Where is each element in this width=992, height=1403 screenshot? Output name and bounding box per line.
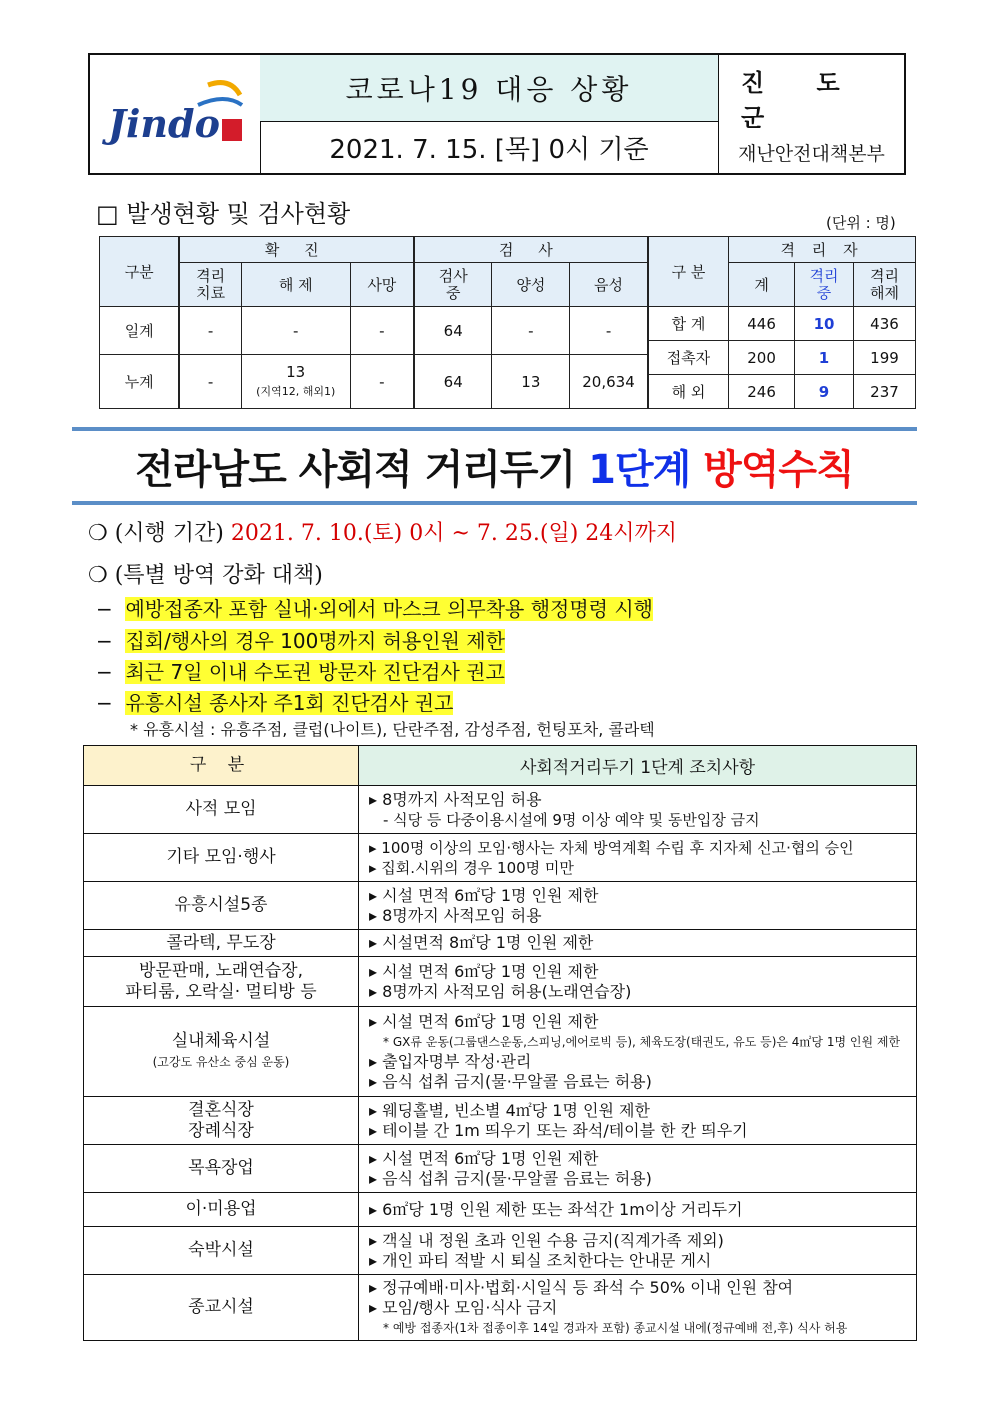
- cum-released: 13: [286, 362, 306, 381]
- rule-category: 숙박시설: [84, 1227, 359, 1275]
- rule-details: [359, 1145, 917, 1193]
- rule-note: - 식당 등 다중이용시설에 9명 이상 예약 및 동반입장 금지: [383, 810, 760, 829]
- rule-line: ▸ 시설면적 8㎡당 1명 인원 제한: [369, 933, 594, 952]
- rule-line: ▸ 객실 내 정원 초과 인원 수용 금지(직계가족 제외): [369, 1230, 724, 1250]
- rules-header-category: 구 분: [84, 746, 359, 786]
- header-test: 검 사: [414, 237, 648, 263]
- measure-item: [96, 625, 505, 654]
- measure-text: 예방접종자 포함 실내·외에서 마스크 의무착용 행정명령 시행: [125, 597, 653, 621]
- rule-details: [359, 1193, 917, 1227]
- daily-released: -: [241, 307, 350, 355]
- rule-line: ▸ 100명 이상의 모임·행사는 자체 방역계획 수립 후 지자체 신고·협의 승인: [369, 838, 854, 857]
- measure-item: [96, 593, 653, 622]
- rule-details: [359, 1275, 917, 1341]
- header-total: 계: [729, 263, 795, 307]
- rule-line: ▸ 시설 면적 6㎡당 1명 인원 제한: [369, 1148, 599, 1168]
- page-title: 코로나19 대응 상황: [260, 55, 718, 122]
- row-cumulative-label: 누계: [100, 355, 180, 409]
- rule-line: ▸ 8명까지 사적모임 허용: [369, 905, 542, 925]
- rule-category: 실내체육시설: [171, 1030, 271, 1051]
- main-title-rules: 방역수칙: [690, 447, 854, 493]
- header-category: 구분: [100, 237, 180, 307]
- entertainment-footnote: * 유흥시설 : 유흥주점, 클럽(나이트), 단란주점, 감성주점, 헌팅포차, 콜라텍: [130, 720, 655, 739]
- rule-category: 콜라텍, 무도장: [84, 930, 359, 957]
- rule-line: ▸ 출입자명부 작성·관리: [369, 1051, 532, 1071]
- cum-deaths: -: [350, 355, 414, 409]
- q-overseas-label: 해 외: [648, 375, 729, 409]
- header-treating: 격리 치료: [179, 263, 241, 307]
- rule-category: 기타 모임·행사: [84, 834, 359, 882]
- measure-dash: −: [96, 597, 113, 621]
- main-title: [72, 438, 917, 495]
- rule-line: ▸ 시설 면적 6㎡당 1명 인원 제한: [369, 885, 599, 905]
- org-name: 진 도 군: [741, 67, 862, 132]
- unit-label: (단위 : 명): [826, 214, 896, 232]
- measure-item: [96, 687, 453, 716]
- rules-table: [83, 745, 917, 1341]
- q-total-label: 합 계: [648, 307, 729, 341]
- rule-line: ▸ 음식 섭취 금지(물·무알콜 음료는 허용): [369, 1168, 652, 1188]
- measure-text: 유흥시설 종사자 주1회 진단검사 권고: [125, 691, 454, 715]
- main-title-level: 1단계: [588, 447, 691, 493]
- rule-details: [359, 786, 917, 834]
- q-contact-total: 200: [729, 341, 795, 375]
- cum-positive: 13: [492, 355, 570, 409]
- q-overseas-in: 9: [795, 375, 854, 409]
- header-positive: 양성: [492, 263, 570, 307]
- header-testing: 검사 중: [414, 263, 492, 307]
- q-contact-released: 199: [853, 341, 915, 375]
- header-in-quarantine: 격리 중: [795, 263, 854, 307]
- period-value: 2021. 7. 10.(토) 0시 ~ 7. 25.(일) 24시까지: [230, 521, 678, 546]
- rule-details: [359, 1007, 917, 1097]
- rule-category-sub: (고강도 유산소 중심 운동): [152, 1054, 290, 1069]
- measure-dash: −: [96, 660, 113, 684]
- stats-section-title: □ 발생현황 및 검사현황: [96, 200, 351, 228]
- rule-category: 이·미용업: [84, 1193, 359, 1227]
- rule-category: 목욕장업: [84, 1145, 359, 1193]
- daily-deaths: -: [350, 307, 414, 355]
- rule-category-cell: [84, 1007, 359, 1097]
- jindo-logo: [90, 55, 261, 173]
- rule-line: ▸ 집회.시위의 경우 100명 미만: [369, 858, 574, 877]
- rule-line: ▸ 개인 파티 적발 시 퇴실 조치한다는 안내문 게시: [369, 1250, 712, 1270]
- rule-details: [359, 882, 917, 930]
- org-department: 재난안전대책본부: [738, 142, 885, 165]
- q-overseas-released: 237: [853, 375, 915, 409]
- rule-line: ▸ 음식 섭취 금지(물·무알콜 음료는 허용): [369, 1071, 652, 1091]
- rule-category: 결혼식장 장례식장: [84, 1097, 359, 1145]
- rule-category: 유흥시설5종: [84, 882, 359, 930]
- main-title-part1: 전라남도 사회적 거리두기: [135, 447, 589, 493]
- cum-testing: 64: [414, 355, 492, 409]
- header-confirmed: 확 진: [179, 237, 414, 263]
- rule-category: 방문판매, 노래연습장, 파티룸, 오락실· 멀티방 등: [84, 957, 359, 1007]
- rule-line: ▸ 테이블 간 1m 띄우기 또는 좌석/테이블 한 칸 띄우기: [369, 1120, 748, 1140]
- q-contact-label: 접촉자: [648, 341, 729, 375]
- daily-testing: 64: [414, 307, 492, 355]
- row-daily-label: 일계: [100, 307, 180, 355]
- rule-line: ▸ 시설 면적 6㎡당 1명 인원 제한: [369, 961, 599, 981]
- rule-details: [359, 957, 917, 1007]
- q-contact-in: 1: [795, 341, 854, 375]
- daily-treating: -: [179, 307, 241, 355]
- rule-category: 사적 모임: [84, 786, 359, 834]
- q-total-released: 436: [853, 307, 915, 341]
- measure-text: 최근 7일 이내 수도권 방문자 진단검사 권고: [125, 660, 505, 684]
- rule-line: ▸ 시설 면적 6㎡당 1명 인원 제한: [369, 1011, 599, 1031]
- rule-line: ▸ 정규예배·미사·법회·시일식 등 좌석 수 50% 이내 인원 참여: [369, 1277, 794, 1297]
- rule-details: [359, 930, 917, 957]
- rule-line: ▸ 6㎡당 1명 인원 제한 또는 좌석간 1m이상 거리두기: [369, 1199, 743, 1219]
- divider-bottom: [72, 501, 917, 505]
- rule-details: [359, 1097, 917, 1145]
- measure-item: [96, 656, 505, 685]
- cum-released-cell: [241, 355, 350, 409]
- header-released: 해 제: [241, 263, 350, 307]
- logo-text: Jindo: [108, 101, 220, 146]
- rule-details: [359, 1227, 917, 1275]
- header-quarantine: 격 리 자: [729, 237, 916, 263]
- q-total-total: 446: [729, 307, 795, 341]
- header-released-quarantine: 격리 해제: [853, 263, 915, 307]
- measure-dash: −: [96, 691, 113, 715]
- rule-line: ▸ 웨딩홀별, 빈소별 4㎡당 1명 인원 제한: [369, 1100, 650, 1120]
- q-total-in: 10: [795, 307, 854, 341]
- period-line: [88, 516, 677, 547]
- measure-dash: −: [96, 629, 113, 653]
- daily-negative: -: [570, 307, 648, 355]
- stats-table: [99, 236, 916, 409]
- header-negative: 음성: [570, 263, 648, 307]
- report-date: 2021. 7. 15. [목] 0시 기준: [329, 135, 649, 165]
- cum-treating: -: [179, 355, 241, 409]
- daily-positive: -: [492, 307, 570, 355]
- rule-note: * 예방 접종자(1차 접종이후 14일 경과자 포함) 종교시설 내에(정규예배 전,후) 식사 허용: [383, 1320, 848, 1335]
- header-deaths: 사망: [350, 263, 414, 307]
- rule-line: ▸ 8명까지 사적모임 허용: [369, 789, 542, 809]
- period-label: ❍ (시행 기간): [88, 521, 224, 546]
- rules-header-measures: 사회적거리두기 1단계 조치사항: [359, 746, 917, 786]
- rule-line: ▸ 모임/행사 모임·식사 금지: [369, 1297, 558, 1317]
- report-header: [88, 53, 906, 175]
- rule-line: ▸ 8명까지 사적모임 허용(노래연습장): [369, 981, 632, 1001]
- cum-released-note: (지역12, 해외1): [256, 384, 336, 398]
- rule-details: [359, 834, 917, 882]
- divider-top: [72, 427, 917, 431]
- q-overseas-total: 246: [729, 375, 795, 409]
- rule-category: 종교시설: [84, 1275, 359, 1341]
- header-category-2: 구 분: [648, 237, 729, 307]
- cum-negative: 20,634: [570, 355, 648, 409]
- measure-text: 집회/행사의 경우 100명까지 허용인원 제한: [125, 629, 505, 653]
- special-measures-label: ❍ (특별 방역 강화 대책): [88, 563, 323, 588]
- rule-note: * GX류 운동(그룹댄스운동,스피닝,에어로빅 등), 체육도장(태권도, 유도 등)은 4㎡당 1명 인원 제한: [383, 1034, 901, 1049]
